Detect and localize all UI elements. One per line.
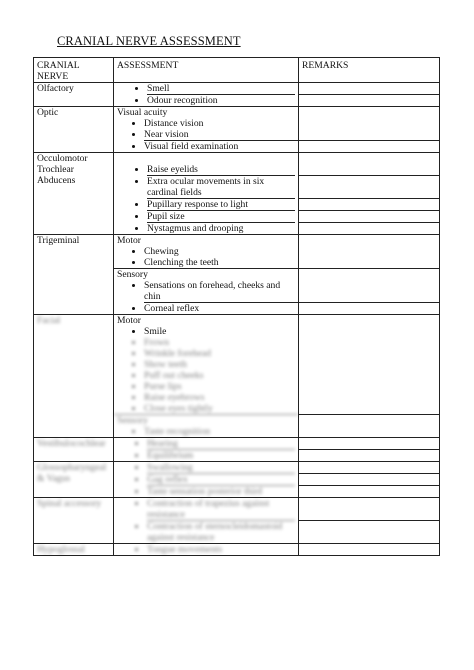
section-heading-sensory: Sensory xyxy=(114,268,298,280)
list-item: • Tongue movements xyxy=(147,544,295,555)
nerve-label: Hypoglossal xyxy=(37,544,85,555)
table-row xyxy=(34,498,440,544)
assessment-cell xyxy=(114,83,299,107)
remarks-cell[interactable] xyxy=(299,462,440,498)
assessment-cell xyxy=(114,544,299,556)
remarks-cell[interactable] xyxy=(299,153,440,235)
table-row xyxy=(34,438,440,462)
nerve-spinal-accessory xyxy=(34,498,114,544)
list-item: • Raise eyelids xyxy=(147,164,295,175)
assessment-cell xyxy=(114,153,299,235)
list-item: • Show teeth xyxy=(144,359,298,370)
remarks-cell[interactable] xyxy=(299,235,440,315)
list-item: • Nystagmus and drooping xyxy=(147,222,295,234)
list-item: • Contraction of trapezius against resistance xyxy=(147,498,295,520)
header-cranial-nerve: CRANIAL NERVE xyxy=(34,58,114,83)
nerve-label: Facial xyxy=(37,315,61,326)
remarks-cell[interactable] xyxy=(299,438,440,462)
section-heading-motor: Motor xyxy=(117,235,141,246)
nerve-olfactory: Olfactory xyxy=(34,83,114,107)
table-row xyxy=(34,235,440,315)
list-item: • Pupil size xyxy=(147,210,295,222)
table-row xyxy=(34,544,440,556)
assessment-cell xyxy=(114,498,299,544)
table-header-row xyxy=(34,58,440,83)
nerve-hypoglossal xyxy=(34,544,114,556)
nerve-vestibulocochlear xyxy=(34,438,114,462)
list-item: • Visual field examination xyxy=(144,140,298,152)
nerve-optic: Optic xyxy=(34,107,114,153)
table-row xyxy=(34,315,440,438)
list-item: • Smell xyxy=(147,83,295,94)
list-item: • Sensations on forehead, cheeks and chin xyxy=(144,280,298,302)
remarks-cell[interactable] xyxy=(299,498,440,544)
list-item: • Near vision xyxy=(144,129,298,140)
remarks-cell[interactable] xyxy=(299,107,440,153)
assessment-cell xyxy=(114,107,299,153)
list-item: • Puff out cheeks xyxy=(144,370,298,381)
list-item: • Taste recognition xyxy=(144,426,298,437)
remarks-cell[interactable] xyxy=(299,315,440,438)
nerve-facial xyxy=(34,315,114,438)
remarks-cell[interactable] xyxy=(299,544,440,556)
list-item: • Swallowing xyxy=(147,462,295,473)
nerve-label: Spinal accessory xyxy=(37,498,102,509)
assessment-cell xyxy=(114,438,299,462)
section-heading-motor: Motor xyxy=(117,315,141,326)
list-item: • Gag reflex xyxy=(147,473,295,485)
list-item: • Raise eyebrows xyxy=(144,392,298,403)
assessment-cell xyxy=(114,235,299,315)
list-item: • Purse lips xyxy=(144,381,298,392)
list-item: • Taste sensation posterior third xyxy=(147,485,295,497)
header-assessment: ASSESSMENT xyxy=(114,58,299,83)
table-row xyxy=(34,462,440,498)
nerve-label: Vestibulocochlear xyxy=(37,438,106,449)
nerve-trigeminal: Trigeminal xyxy=(34,235,114,315)
list-item: • Frown xyxy=(144,337,298,348)
header-remarks: REMARKS xyxy=(299,58,440,83)
list-item: • Odour recognition xyxy=(147,94,295,106)
list-item: • Equilibrium xyxy=(147,449,295,461)
remarks-cell[interactable] xyxy=(299,83,440,107)
list-item: • Close eyes tightly xyxy=(144,403,298,414)
section-heading-sensory: Sensory xyxy=(114,414,298,426)
list-item: • Distance vision xyxy=(144,118,298,129)
list-item: • Extra ocular movements in six cardinal fields xyxy=(147,175,295,198)
list-item: • Clenching the teeth xyxy=(144,257,298,268)
table-row xyxy=(34,83,440,107)
list-item: • Contraction of sternocleidomastoid against resistance xyxy=(147,520,295,543)
document-title: CRANIAL NERVE ASSESSMENT xyxy=(57,34,241,48)
assessment-cell xyxy=(114,462,299,498)
assessment-table xyxy=(33,57,440,556)
table-row xyxy=(34,107,440,153)
list-item: • Wrinkle forehead xyxy=(144,348,298,359)
list-item: • Smile xyxy=(144,326,298,337)
nerve-label: Glossopharyngeal & Vagus xyxy=(37,462,107,484)
nerve-occulomotor-trochlear-abducens: Occulomotor Trochlear Abducens xyxy=(34,153,114,235)
nerve-glossopharyngeal-vagus xyxy=(34,462,114,498)
assessment-cell xyxy=(114,315,299,438)
list-item: • Chewing xyxy=(144,246,298,257)
list-item: • Hearing xyxy=(147,438,295,449)
table-row xyxy=(34,153,440,235)
section-heading: Visual acuity xyxy=(117,107,168,118)
list-item: • Corneal reflex xyxy=(144,302,298,314)
list-item: • Pupillary response to light xyxy=(147,198,295,210)
